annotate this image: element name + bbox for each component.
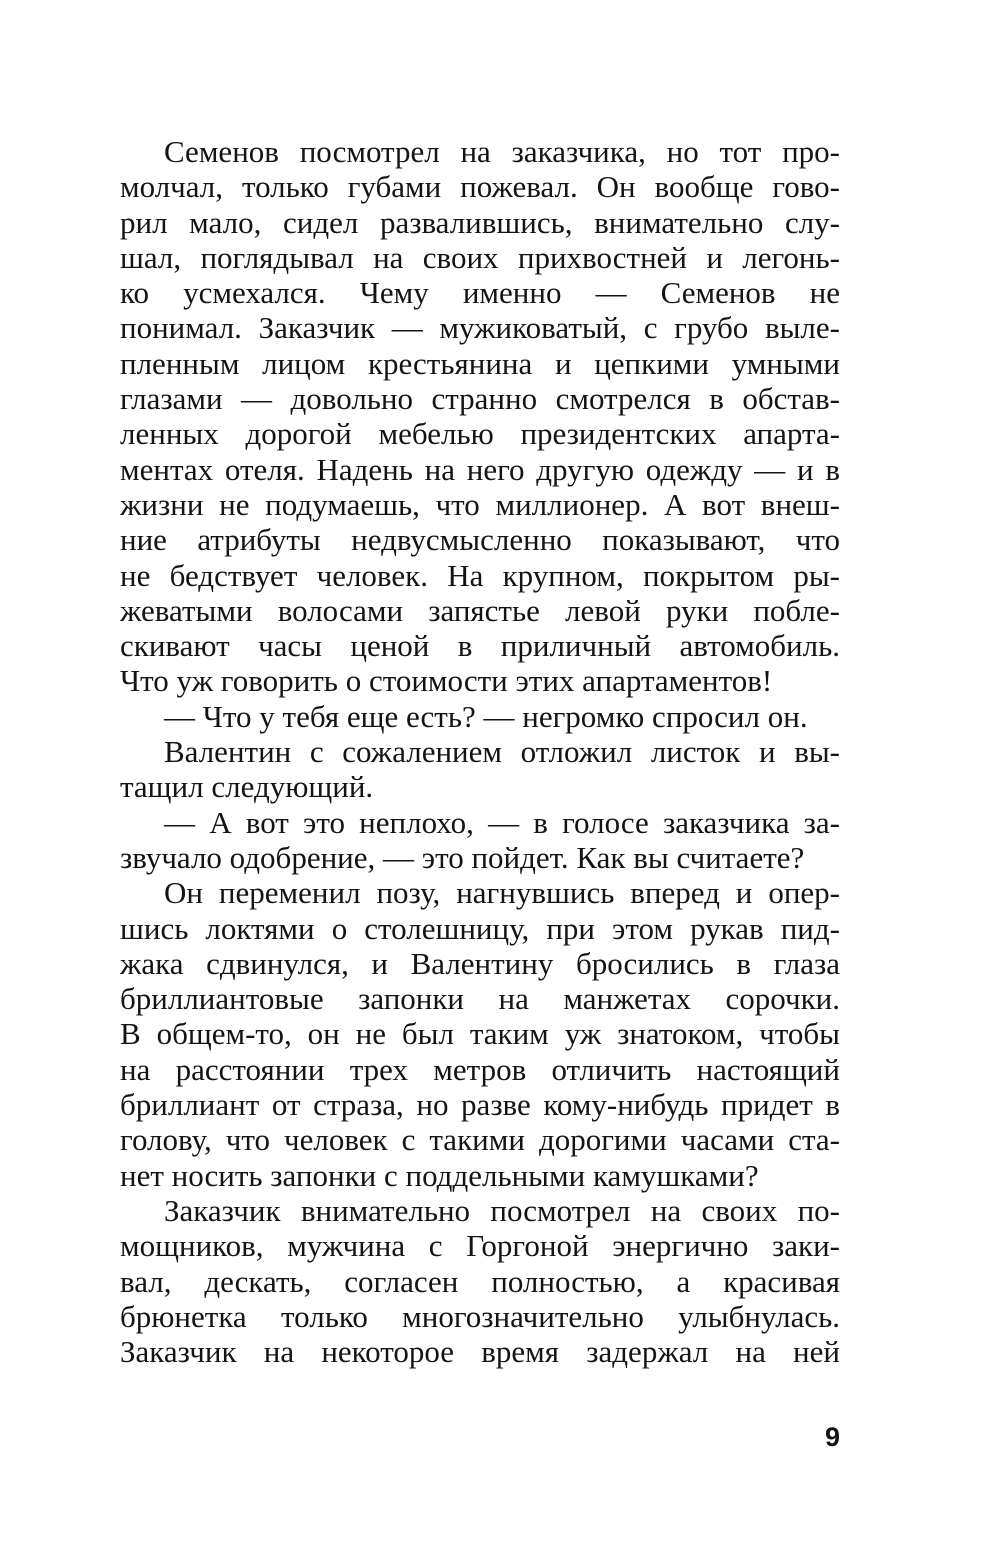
text-line: шись локтями о столешницу, при этом рукав пид-: [120, 910, 840, 946]
text-line: мощников, мужчина с Горгоной энергично заки-: [120, 1228, 840, 1264]
text-line: не бедствует человек. На крупном, покрытом ры-: [120, 557, 840, 593]
text-line: бриллиантовые запонки на манжетах сорочки.: [120, 981, 840, 1017]
text-line: Валентин с сожалением отложил листок и вы-: [164, 734, 840, 770]
text-line: Заказчик внимательно посмотрел на своих по-: [164, 1192, 840, 1228]
text-line: звучало одобрение, — это пойдет. Как вы считаете?: [120, 839, 805, 875]
text-line: ко усмехался. Чему именно — Семенов не: [120, 275, 840, 311]
text-line: брюнетка только многозначительно улыбнулась.: [120, 1298, 840, 1334]
text-line: тащил следующий.: [120, 769, 374, 805]
text-line: шал, поглядывал на своих прихвостней и легонь-: [120, 239, 840, 275]
text-line: молчал, только губами пожевал. Он вообще гово-: [120, 169, 840, 205]
text-line: на расстоянии трех метров отличить настоящий: [120, 1051, 840, 1087]
text-line: Семенов посмотрел на заказчика, но тот про-: [164, 134, 840, 169]
text-line: понимал. Заказчик — мужиковатый, с грубо выле-: [120, 310, 840, 346]
text-line: рил мало, сидел развалившись, внимательно слу-: [120, 204, 840, 240]
text-line: ние атрибуты недвусмысленно показывают, что: [120, 522, 840, 558]
text-line: жизни не подумаешь, что миллионер. А вот внеш-: [120, 486, 840, 522]
text-line: нет носить запонки с поддельными камушками?: [120, 1157, 759, 1193]
text-line: жеватыми волосами запястье левой руки побле-: [120, 592, 840, 628]
text-line: Что уж говорить о стоимости этих апартаментов!: [120, 663, 773, 699]
text-line: вал, дескать, согласен полностью, а красивая: [120, 1263, 840, 1299]
text-line: голову, что человек с такими дорогими часами ста-: [120, 1122, 840, 1158]
text-line: бриллиант от страза, но разве кому-нибудь придет в: [120, 1087, 840, 1123]
body-text: [120, 134, 840, 1369]
text-line: В общем-то, он не был таким уж знатоком, чтобы: [120, 1016, 840, 1052]
text-line: Он переменил позу, нагнувшись вперед и опер-: [164, 875, 840, 911]
text-line: — А вот это неплохо, — в голосе заказчика за-: [164, 804, 840, 840]
text-line: ленных дорогой мебелью президентских апарта-: [120, 416, 840, 452]
page-number: 9: [824, 1422, 840, 1452]
text-line: жака сдвинулся, и Валентину бросились в глаза: [120, 945, 840, 981]
text-line: Заказчик на некоторое время задержал на ней: [120, 1334, 840, 1370]
text-line: скивают часы ценой в приличный автомобиль.: [120, 628, 840, 664]
text-line: — Что у тебя еще есть? — негромко спросил он.: [164, 698, 808, 734]
text-line: глазами — довольно странно смотрелся в обстав-: [120, 381, 840, 417]
text-line: пленным лицом крестьянина и цепкими умными: [120, 345, 840, 381]
text-line: ментах отеля. Надень на него другую одежду — и в: [120, 451, 840, 487]
